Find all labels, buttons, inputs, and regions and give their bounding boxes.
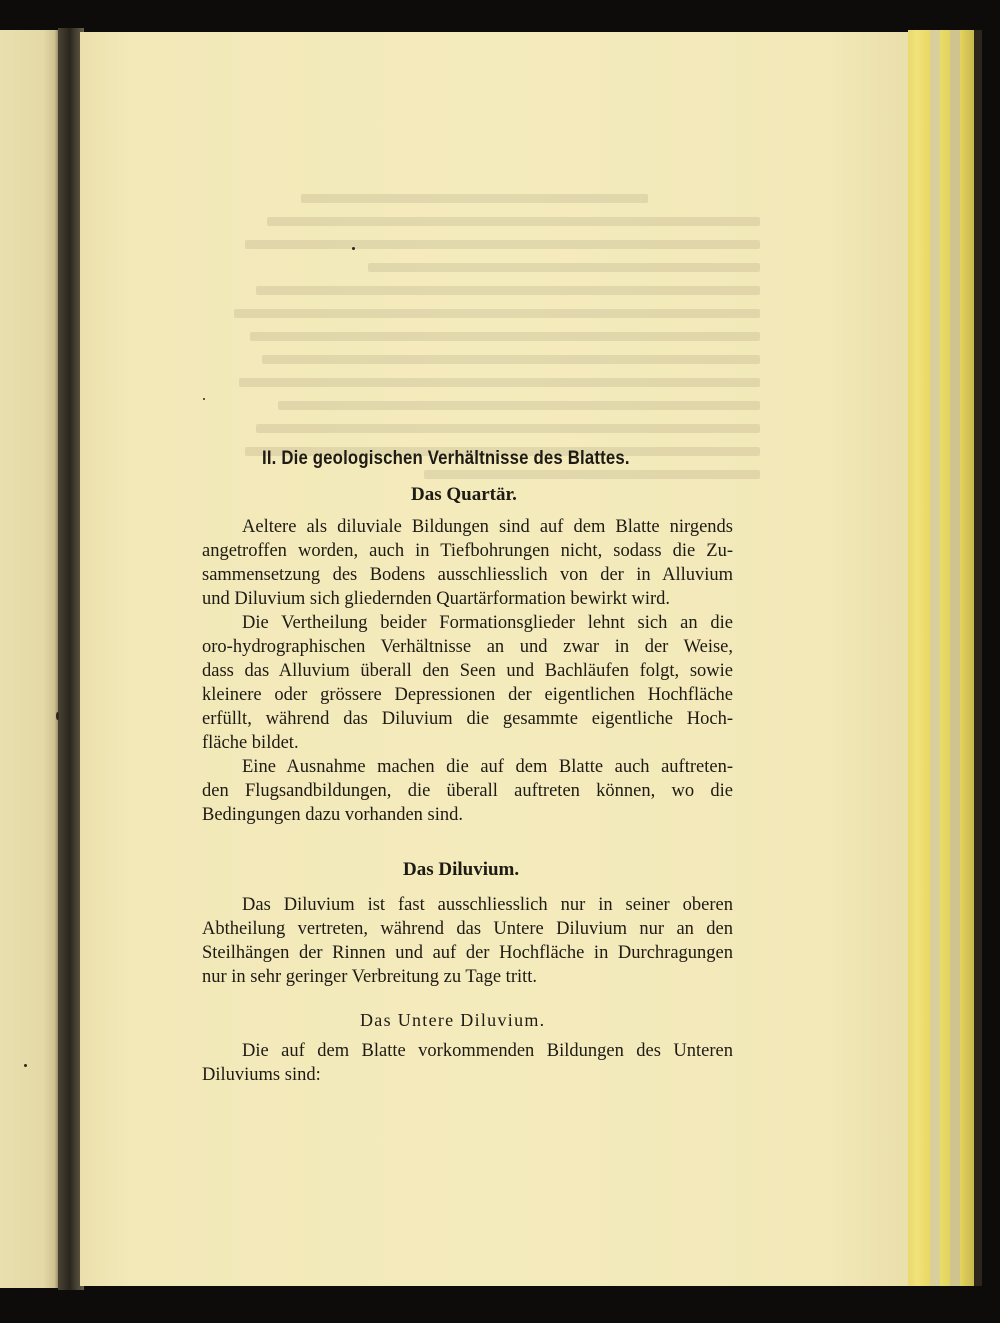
text-line: angetroffen worden, auch in Tiefbohrungen nicht, sodass die Zu- <box>202 541 733 561</box>
paragraph <box>202 1039 733 1087</box>
paragraph <box>202 611 733 755</box>
text-line: oro-hydrographischen Verhältnisse an und zwar in der Weise, <box>202 637 733 657</box>
text-line: Diluviums sind: <box>202 1065 321 1085</box>
text-line: fläche bildet. <box>202 733 299 753</box>
paragraph <box>202 755 733 827</box>
text-line: Steilhängen der Rinnen und auf der Hochfläche in Durchragungen <box>202 943 733 963</box>
text-line: Bedingungen dazu vorhanden sind. <box>202 805 463 825</box>
speck <box>352 247 355 250</box>
speck <box>203 398 205 400</box>
paragraph <box>202 893 733 989</box>
speck <box>24 1064 27 1067</box>
text-line: und Diluvium sich gliedernden Quartärformation bewirkt wird. <box>202 589 671 609</box>
text-line: kleinere oder grössere Depressionen der eigentlichen Hochfläche <box>202 685 733 705</box>
text-line: dass das Alluvium überall den Seen und Bachläufen folgt, sowie <box>202 661 733 681</box>
subsection-heading: Das Untere Diluvium. <box>360 1010 546 1030</box>
page-edge <box>908 30 930 1286</box>
text-line: den Flugsandbildungen, die überall auftreten können, wo die <box>202 781 733 801</box>
text-line: erfüllt, während das Diluvium die gesammte eigentliche Hoch- <box>202 709 733 729</box>
text-line: Das Diluvium ist fast ausschliesslich nur in seiner oberen <box>242 895 733 915</box>
page-edge <box>974 30 982 1286</box>
left-page-edge <box>0 30 62 1288</box>
page-edge <box>960 30 974 1286</box>
text-line: Die Vertheilung beider Formationsglieder lehnt sich an die <box>242 613 733 633</box>
page-edge <box>940 30 950 1286</box>
text-line: Eine Ausnahme machen die auf dem Blatte auch auftreten- <box>242 757 733 777</box>
speck <box>56 712 59 720</box>
chapter-title: II. Die geologischen Verhältnisse des Blattes. <box>262 447 630 469</box>
text-line: Aeltere als diluviale Bildungen sind auf dem Blatte nirgends <box>242 517 733 537</box>
text-line: nur in sehr geringer Verbreitung zu Tage tritt. <box>202 967 538 987</box>
paragraph <box>202 515 733 611</box>
text-line: sammensetzung des Bodens ausschliesslich von der in Alluvium <box>202 565 733 585</box>
text-line: Abtheilung vertreten, während das Untere Diluvium nur an den <box>202 919 733 939</box>
section-heading: Das Diluvium. <box>403 859 520 880</box>
text-line: Die auf dem Blatte vorkommenden Bildungen des Unteren <box>242 1041 733 1061</box>
page-edge <box>930 30 940 1286</box>
page-edge <box>950 30 960 1286</box>
section-heading: Das Quartär. <box>411 484 517 505</box>
